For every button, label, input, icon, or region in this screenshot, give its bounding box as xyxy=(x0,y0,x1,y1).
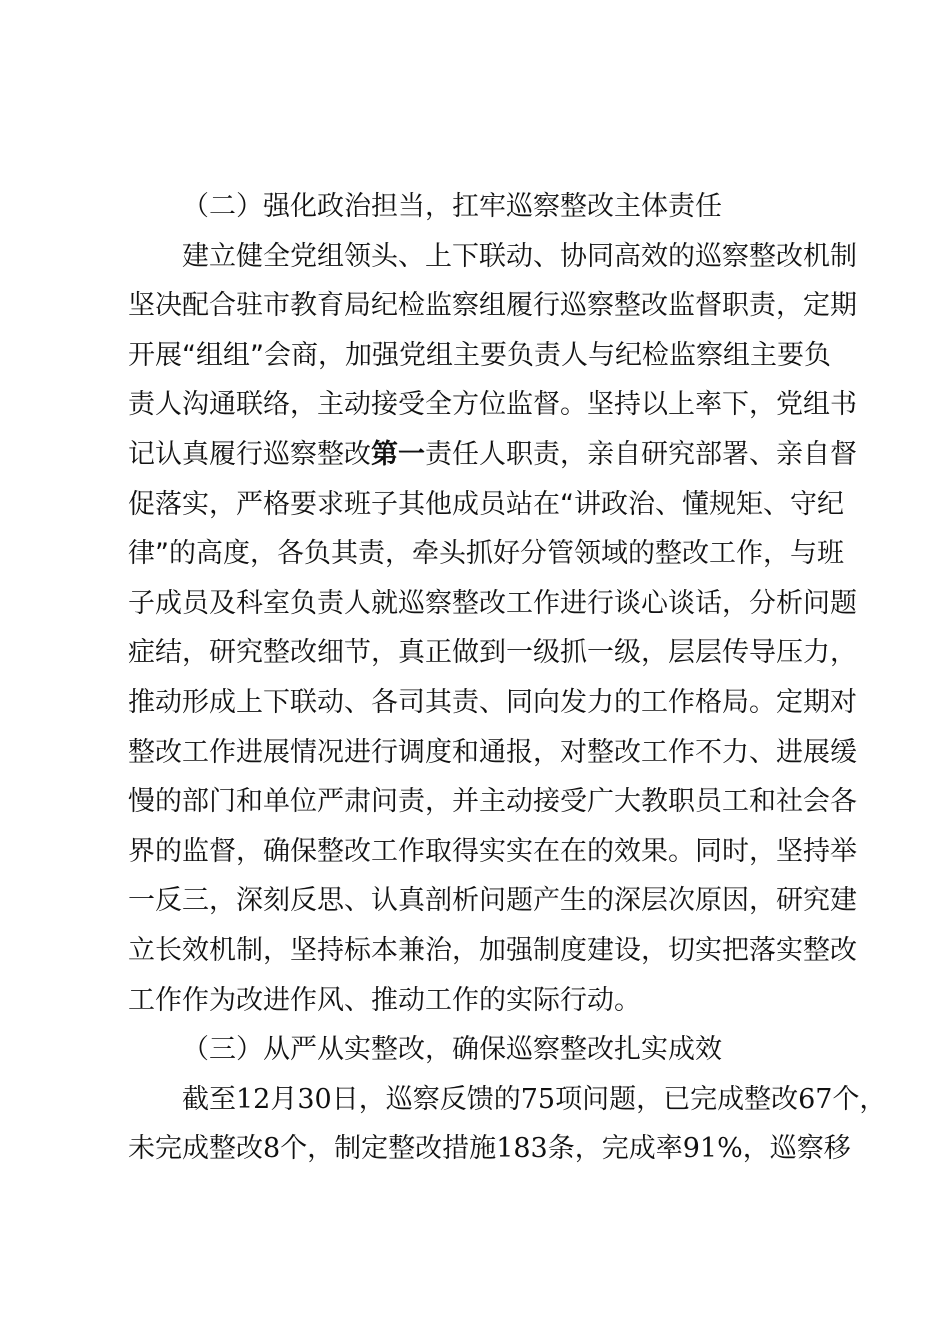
document-body xyxy=(128,182,887,1174)
text-line xyxy=(128,926,857,976)
text-line xyxy=(128,380,857,430)
text-segment: 未完成整改 xyxy=(128,1133,263,1165)
text-line xyxy=(128,678,857,728)
text-segment: 建立健全党组领头、上下联动、协同高效的巡察整改机制 xyxy=(182,240,857,272)
text-segment: 慢的部门和单位严肃问责，并主动接受广大教职员工和社会各 xyxy=(128,786,857,818)
text-line xyxy=(128,728,857,778)
text-line xyxy=(128,281,857,331)
text-segment: 个， xyxy=(832,1083,887,1115)
text-segment: 截至 xyxy=(182,1083,236,1115)
text-segment: 律”的高度，各负其责，牵头抓好分管领域的整改工作，与班 xyxy=(128,538,844,570)
section-heading-2: （二）强化政治担当，扛牢巡察整改主体责任 xyxy=(182,191,722,222)
text-segment: 促落实，严格要求班子其他成员站在“讲政治、懂规矩、守纪 xyxy=(128,488,844,520)
text-line xyxy=(128,628,857,678)
section-heading-3: （三）从严从实整改，确保巡察整改扎实成效 xyxy=(182,1034,722,1066)
text-segment: 责任人职责，亲自研究部署、亲自督 xyxy=(425,438,857,470)
text-line xyxy=(128,1075,887,1125)
text-segment: 8 xyxy=(263,1133,281,1165)
text-segment: 91% xyxy=(682,1133,743,1165)
text-line xyxy=(128,480,844,530)
text-segment: 30 xyxy=(297,1083,332,1115)
text-segment: 条，完成率 xyxy=(547,1133,683,1165)
text-segment: 整改工作进展情况进行调度和通报，对整改工作不力、进展缓 xyxy=(128,736,857,768)
text-segment: 个，制定整改措施 xyxy=(280,1133,497,1165)
text-segment: 记认真履行巡察整改 xyxy=(128,438,371,470)
text-line xyxy=(128,331,836,381)
text-segment: 工作作为改进作风、推动工作的实际行动。 xyxy=(128,984,641,1016)
text-segment: 一反三，深刻反思、认真剖析问题产生的深层次原因，研究建 xyxy=(128,885,857,917)
paragraph-2 xyxy=(128,232,857,1026)
text-line xyxy=(128,827,857,877)
text-segment: 开展“组组”会商，加强党组主要负责人与纪检监察组主要负 xyxy=(128,339,831,371)
text-segment: 症结，研究整改细节，真正做到一级抓一级，层层传导压力， xyxy=(128,637,857,669)
text-line xyxy=(128,976,836,1026)
paragraph-3 xyxy=(128,1075,887,1174)
text-segment: 月 xyxy=(270,1083,298,1115)
text-segment: 项问题，已完成整改 xyxy=(555,1083,799,1115)
text-line xyxy=(128,232,857,282)
text-segment: 推动形成上下联动、各司其责、同向发力的工作格局。定期对 xyxy=(128,686,857,718)
text-segment: 日，巡察反馈的 xyxy=(331,1083,521,1115)
text-line xyxy=(128,1124,851,1174)
text-segment: 立长效机制，坚持标本兼治，加强制度建设，切实把落实整改 xyxy=(128,934,857,966)
bold-text: 第一 xyxy=(371,438,425,470)
text-line xyxy=(128,876,857,926)
text-segment: 67 xyxy=(798,1083,833,1115)
text-segment: 界的监督，确保整改工作取得实实在在的效果。同时，坚持举 xyxy=(128,835,857,867)
text-line xyxy=(128,579,857,629)
text-line xyxy=(128,777,857,827)
text-segment: 12 xyxy=(236,1083,271,1115)
text-line xyxy=(128,430,857,480)
text-segment: 75 xyxy=(520,1083,556,1115)
text-segment: 责人沟通联络，主动接受全方位监督。坚持以上率下，党组书 xyxy=(128,389,857,421)
text-segment: 坚决配合驻市教育局纪检监察组履行巡察整改监督职责，定期 xyxy=(128,290,857,322)
text-segment: 183 xyxy=(496,1133,548,1165)
text-segment: 子成员及科室负责人就巡察整改工作进行谈心谈话，分析问题 xyxy=(128,587,857,619)
text-segment: ，巡察移 xyxy=(742,1133,851,1165)
text-line xyxy=(128,529,844,579)
